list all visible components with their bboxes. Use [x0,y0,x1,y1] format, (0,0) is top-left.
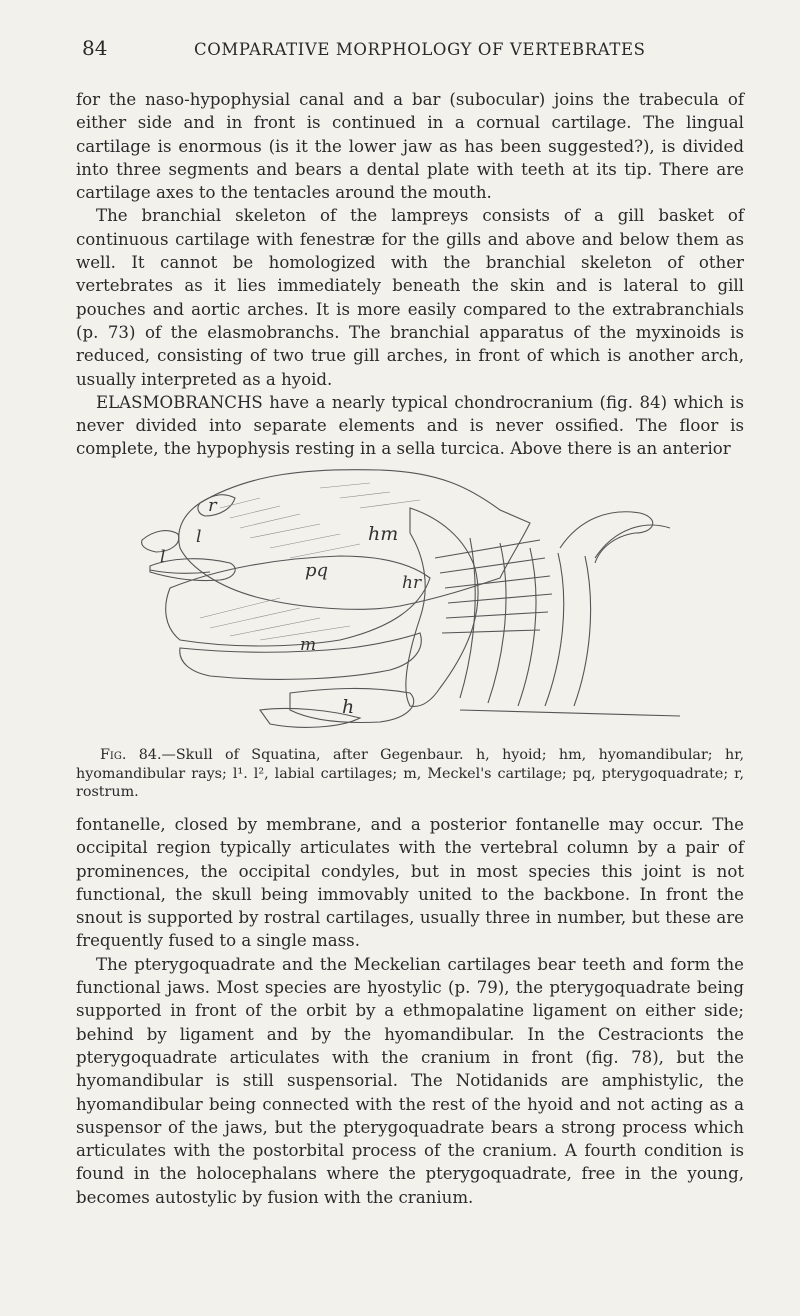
paragraph-jaws: The pterygoquadrate and the Meckelian cartilages bear teeth and form the functional jaws. Most species are hyostylic (p. 79), the pterygoquadrate being supported in front of the orbit by a ethmopalatine ligament on either side; behind by ligament and by the hyomandibular. In the Cestracionts the pterygoquadrate articulates with the cranium in front (fig. 78), but the hyomandibular is still suspensorial. The Notidanids are amphistylic, the hyomandibular being connected with the rest of the hyoid and not acting as a suspensor of the jaws, but the pterygoquadrate bears a strong process which articulates with the postorbital process of the cranium. A fourth condition is found in the holocephalans where the pterygoquadrate, free in the young, becomes autostylic by fusion with the cranium. [76,954,744,1207]
label-labial-2: l [196,527,202,547]
gill-arch-dorsal-1 [560,512,653,563]
branchial-arch-3 [518,548,536,706]
label-rostrum: r [208,495,217,516]
label-labial-1: l [160,547,166,567]
label-hyomandibular-rays: hr [402,573,422,593]
paragraph-branchial-skeleton: The branchial skeleton of the lampreys consists of a gill basket of continuous cartilage with fenestræ for the gills and above and below them as well. It cannot be homologized with the branchial skeleton of other vertebrates as it lies immediately beneath the skin and is lateral to gill pouches and aortic arches. It is more easily compared to the extrabranchials (p. 73) of the elasmobranchs. The branchial apparatus of the myxinoids is reduced, consisting of two true gill arches, in front of which is another arch, usually interpreted as a hyoid. [76,206,744,389]
label-pterygoquadrate: pq [305,560,329,581]
figure-caption [76,746,744,802]
cranium-shading [220,483,420,558]
hyomandibular-rays [435,540,552,633]
gill-arch-dorsal-2 [595,525,670,558]
text-block-upper [76,88,744,461]
figure-number: Fig. 84. [100,747,162,763]
branchial-arch-5 [574,556,591,706]
hyomandibular-outline [406,508,478,706]
label-meckels-cartilage: m [300,635,317,655]
pterygoquadrate-shading [200,598,350,640]
paragraph-lamprey-cartilage: for the naso-hypophysial canal and a bar (subocular) joins the trabecula of either side and in front is continued in a cornual cartilage. The lingual cartilage is enormous (is it the lower jaw as has been suggested?), is divided into three segments and bears a dental plate with teeth at its tip. There are cartilage axes to the tentacles around the mouth. [76,90,744,203]
skull-figure [140,448,680,743]
pterygoquadrate-outline [166,556,430,646]
page-number: 84 [82,36,108,60]
paragraph-elasmobranchs: ELASMOBRANCHS have a nearly typical chondrocranium (fig. 84) which is never divided into separate elements and is never ossified. The floor is complete, the hypophysis resting in a sella turcica. Above there is an anterior [76,392,744,459]
paragraph-fontanelle: fontanelle, closed by membrane, and a posterior fontanelle may occur. The occipital region typically articulates with the vertebral column by a pair of prominences, the occipital condyles, but in most species this joint is not functional, the skull being immovably united to the backbone. In front the snout is supported by rostral cartilages, usually three in number, but these are frequently fused to a single mass. [76,815,744,951]
label-hyoid: h [342,696,355,718]
cranium-outline [179,470,530,610]
label-hyomandibular: hm [368,523,399,545]
ray-line-lower [460,710,680,716]
page-header [82,36,742,66]
running-head: COMPARATIVE MORPHOLOGY OF VERTEBRATES [194,40,646,59]
figure-caption-text: —Skull of Squatina, after Gegenbaur. h, hyoid; hm, hyomandibular; hr, hyomandibular rays; l¹. l², labial cartilages; m, Meckel's cartilage; pq, pterygoquadrate; r, rostrum. [76,747,745,800]
text-block-lower [76,813,744,1209]
branchial-arch-2 [488,543,506,703]
